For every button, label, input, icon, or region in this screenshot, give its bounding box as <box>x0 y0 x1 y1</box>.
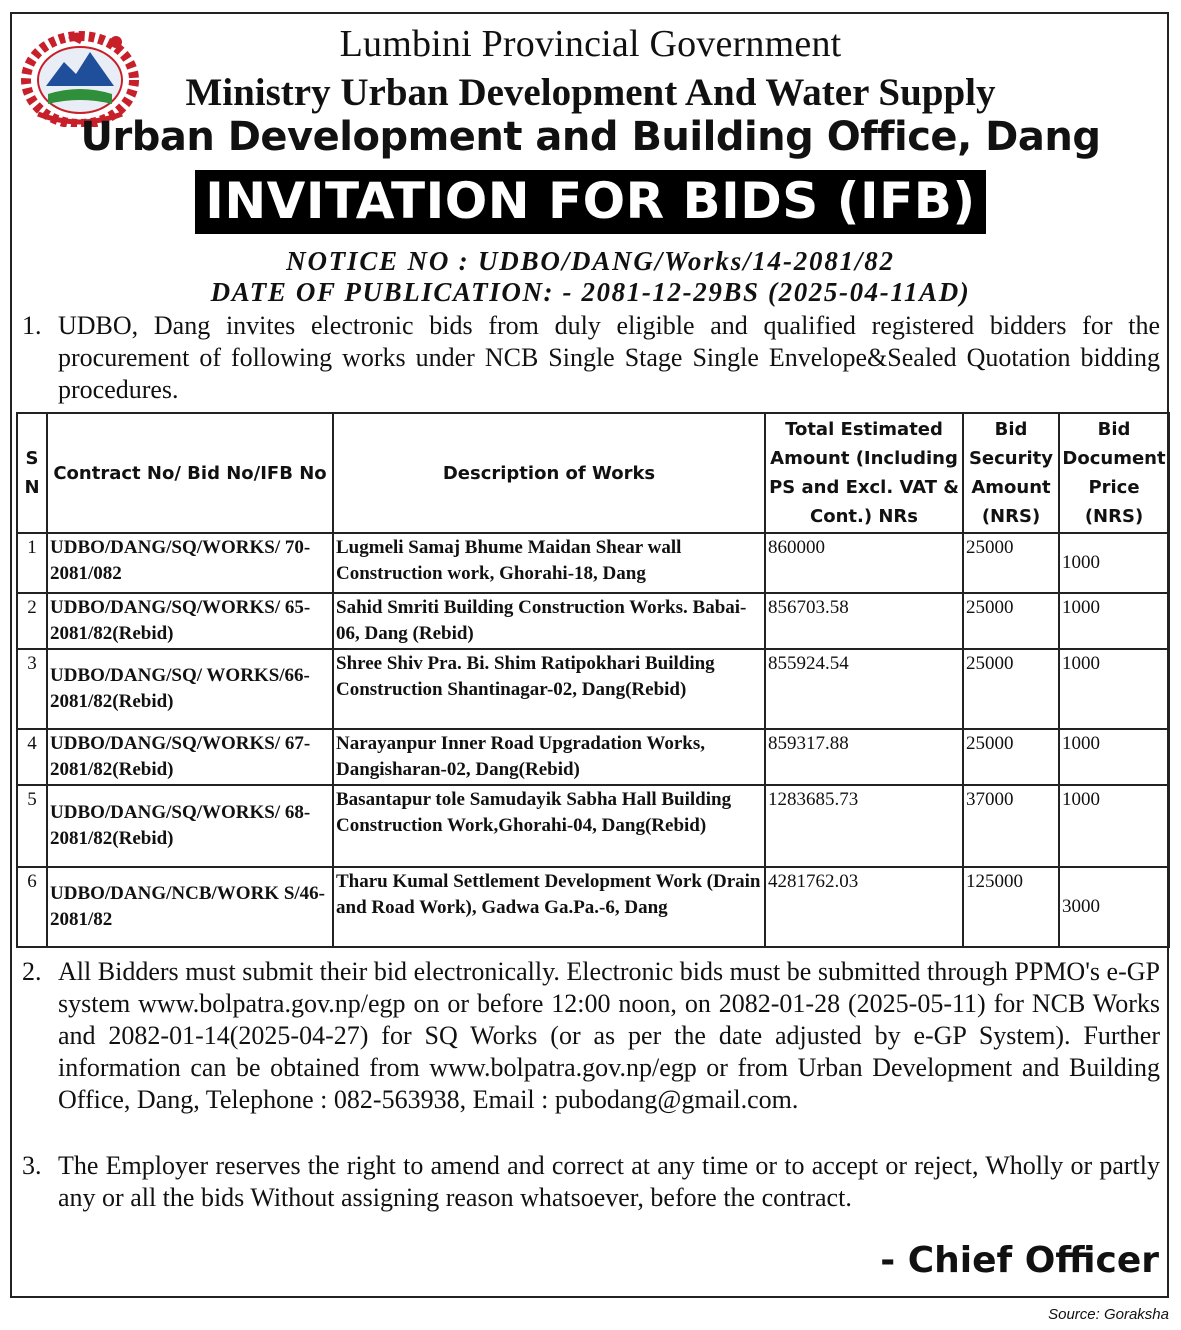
cell-security: 25000 <box>963 729 1059 785</box>
table-row <box>17 729 1169 785</box>
cell-contract-no: UDBO/DANG/SQ/WORKS/ 65-2081/82(Rebid) <box>47 593 333 649</box>
cell-security: 37000 <box>963 785 1059 867</box>
cell-sn: 6 <box>17 867 47 947</box>
paragraph-1 <box>22 310 1160 406</box>
cell-amount: 1283685.73 <box>765 785 963 867</box>
header-sn: S N <box>17 413 47 533</box>
cell-amount: 860000 <box>765 533 963 593</box>
cell-contract-no: UDBO/DANG/SQ/ WORKS/66-2081/82(Rebid) <box>47 649 333 729</box>
cell-document-price: 1000 <box>1059 649 1169 729</box>
cell-description: Sahid Smriti Building Construction Works. Babai-06, Dang (Rebid) <box>333 593 765 649</box>
ministry-name: Ministry Urban Development And Water Supply <box>185 71 996 114</box>
cell-sn: 1 <box>17 533 47 593</box>
publication-date: DATE OF PUBLICATION: - 2081-12-29BS (2025-04-11AD) <box>210 277 971 307</box>
cell-contract-no: UDBO/DANG/SQ/WORKS/ 68-2081/82(Rebid) <box>47 785 333 867</box>
cell-contract-no: UDBO/DANG/SQ/WORKS/ 67-2081/82(Rebid) <box>47 729 333 785</box>
paragraph-2 <box>22 956 1160 1116</box>
cell-security: 125000 <box>963 867 1059 947</box>
cell-document-price: 1000 <box>1059 593 1169 649</box>
cell-contract-no: UDBO/DANG/SQ/WORKS/ 70-2081/082 <box>47 533 333 593</box>
paragraph-number: 3. <box>22 1151 42 1180</box>
paragraph-text: All Bidders must submit their bid electronically. Electronic bids must be submitted through PPMO's e-GP system www.bolpatra.gov.np/egp on or before 12:00 noon, on 2082-01-28 (2025-05-11) for NCB Works and 2082-01-14(2025-04-27) for SQ Works (or as per the date adjusted by e-GP System). Further information can be obtained from www.bolpatra.gov.np/egp or from Urban Development and Building Office, Dang, Telephone : 082-563938, Email : pubodang@gmail.com. <box>58 957 1160 1114</box>
paragraph-3 <box>22 1150 1160 1214</box>
bids-table <box>16 412 1170 948</box>
source-credit: Source: Goraksha <box>1048 1306 1169 1323</box>
cell-contract-no: UDBO/DANG/NCB/WORK S/46-2081/82 <box>47 867 333 947</box>
paragraph-text: UDBO, Dang invites electronic bids from duly eligible and qualified registered bidders for the procurement of following works under NCB Single Stage Single Envelope&Sealed Quotation bidding procedures. <box>58 311 1160 404</box>
signoff: - Chief Officer <box>880 1240 1159 1281</box>
cell-description: Tharu Kumal Settlement Development Work (Drain and Road Work), Gadwa Ga.Pa.-6, Dang <box>333 867 765 947</box>
cell-amount: 4281762.03 <box>765 867 963 947</box>
header-estimated-amount: Total Estimated Amount (Including PS and Excl. VAT & Cont.) NRs <box>765 413 963 533</box>
paragraph-number: 2. <box>22 957 42 986</box>
paragraph-number: 1. <box>22 311 42 340</box>
table-row <box>17 649 1169 729</box>
table-row <box>17 867 1169 947</box>
cell-description: Lugmeli Samaj Bhume Maidan Shear wall Construction work, Ghorahi-18, Dang <box>333 533 765 593</box>
office-name: Urban Development and Building Office, Dang <box>80 114 1101 160</box>
table-row <box>17 593 1169 649</box>
cell-sn: 3 <box>17 649 47 729</box>
cell-security: 25000 <box>963 649 1059 729</box>
notice-title: INVITATION FOR BIDS (IFB) <box>195 170 986 234</box>
cell-description: Shree Shiv Pra. Bi. Shim Ratipokhari Building Construction Shantinagar-02, Dang(Rebid) <box>333 649 765 729</box>
table-row <box>17 785 1169 867</box>
cell-description: Narayanpur Inner Road Upgradation Works, Dangisharan-02, Dang(Rebid) <box>333 729 765 785</box>
header-document-price: Bid Document Price (NRS) <box>1059 413 1169 533</box>
cell-document-price: 3000 <box>1059 867 1169 947</box>
header-contract-no: Contract No/ Bid No/IFB No <box>47 413 333 533</box>
cell-security: 25000 <box>963 593 1059 649</box>
cell-amount: 859317.88 <box>765 729 963 785</box>
government-name: Lumbini Provincial Government <box>339 23 842 65</box>
cell-sn: 2 <box>17 593 47 649</box>
cell-document-price: 1000 <box>1059 785 1169 867</box>
paragraph-text: The Employer reserves the right to amend and correct at any time or to accept or reject, Wholly or partly any or all the bids Without assigning reason whatsoever, before the contract. <box>58 1151 1160 1212</box>
header-bid-security: Bid Security Amount (NRS) <box>963 413 1059 533</box>
header-description: Description of Works <box>333 413 765 533</box>
title-banner <box>0 170 1181 234</box>
cell-sn: 4 <box>17 729 47 785</box>
cell-document-price: 1000 <box>1059 533 1169 593</box>
cell-security: 25000 <box>963 533 1059 593</box>
cell-amount: 855924.54 <box>765 649 963 729</box>
cell-document-price: 1000 <box>1059 729 1169 785</box>
cell-sn: 5 <box>17 785 47 867</box>
cell-description: Basantapur tole Samudayik Sabha Hall Building Construction Work,Ghorahi-04, Dang(Rebid) <box>333 785 765 867</box>
notice-number: NOTICE NO : UDBO/DANG/Works/14-2081/82 <box>286 246 895 276</box>
cell-amount: 856703.58 <box>765 593 963 649</box>
table-row <box>17 533 1169 593</box>
